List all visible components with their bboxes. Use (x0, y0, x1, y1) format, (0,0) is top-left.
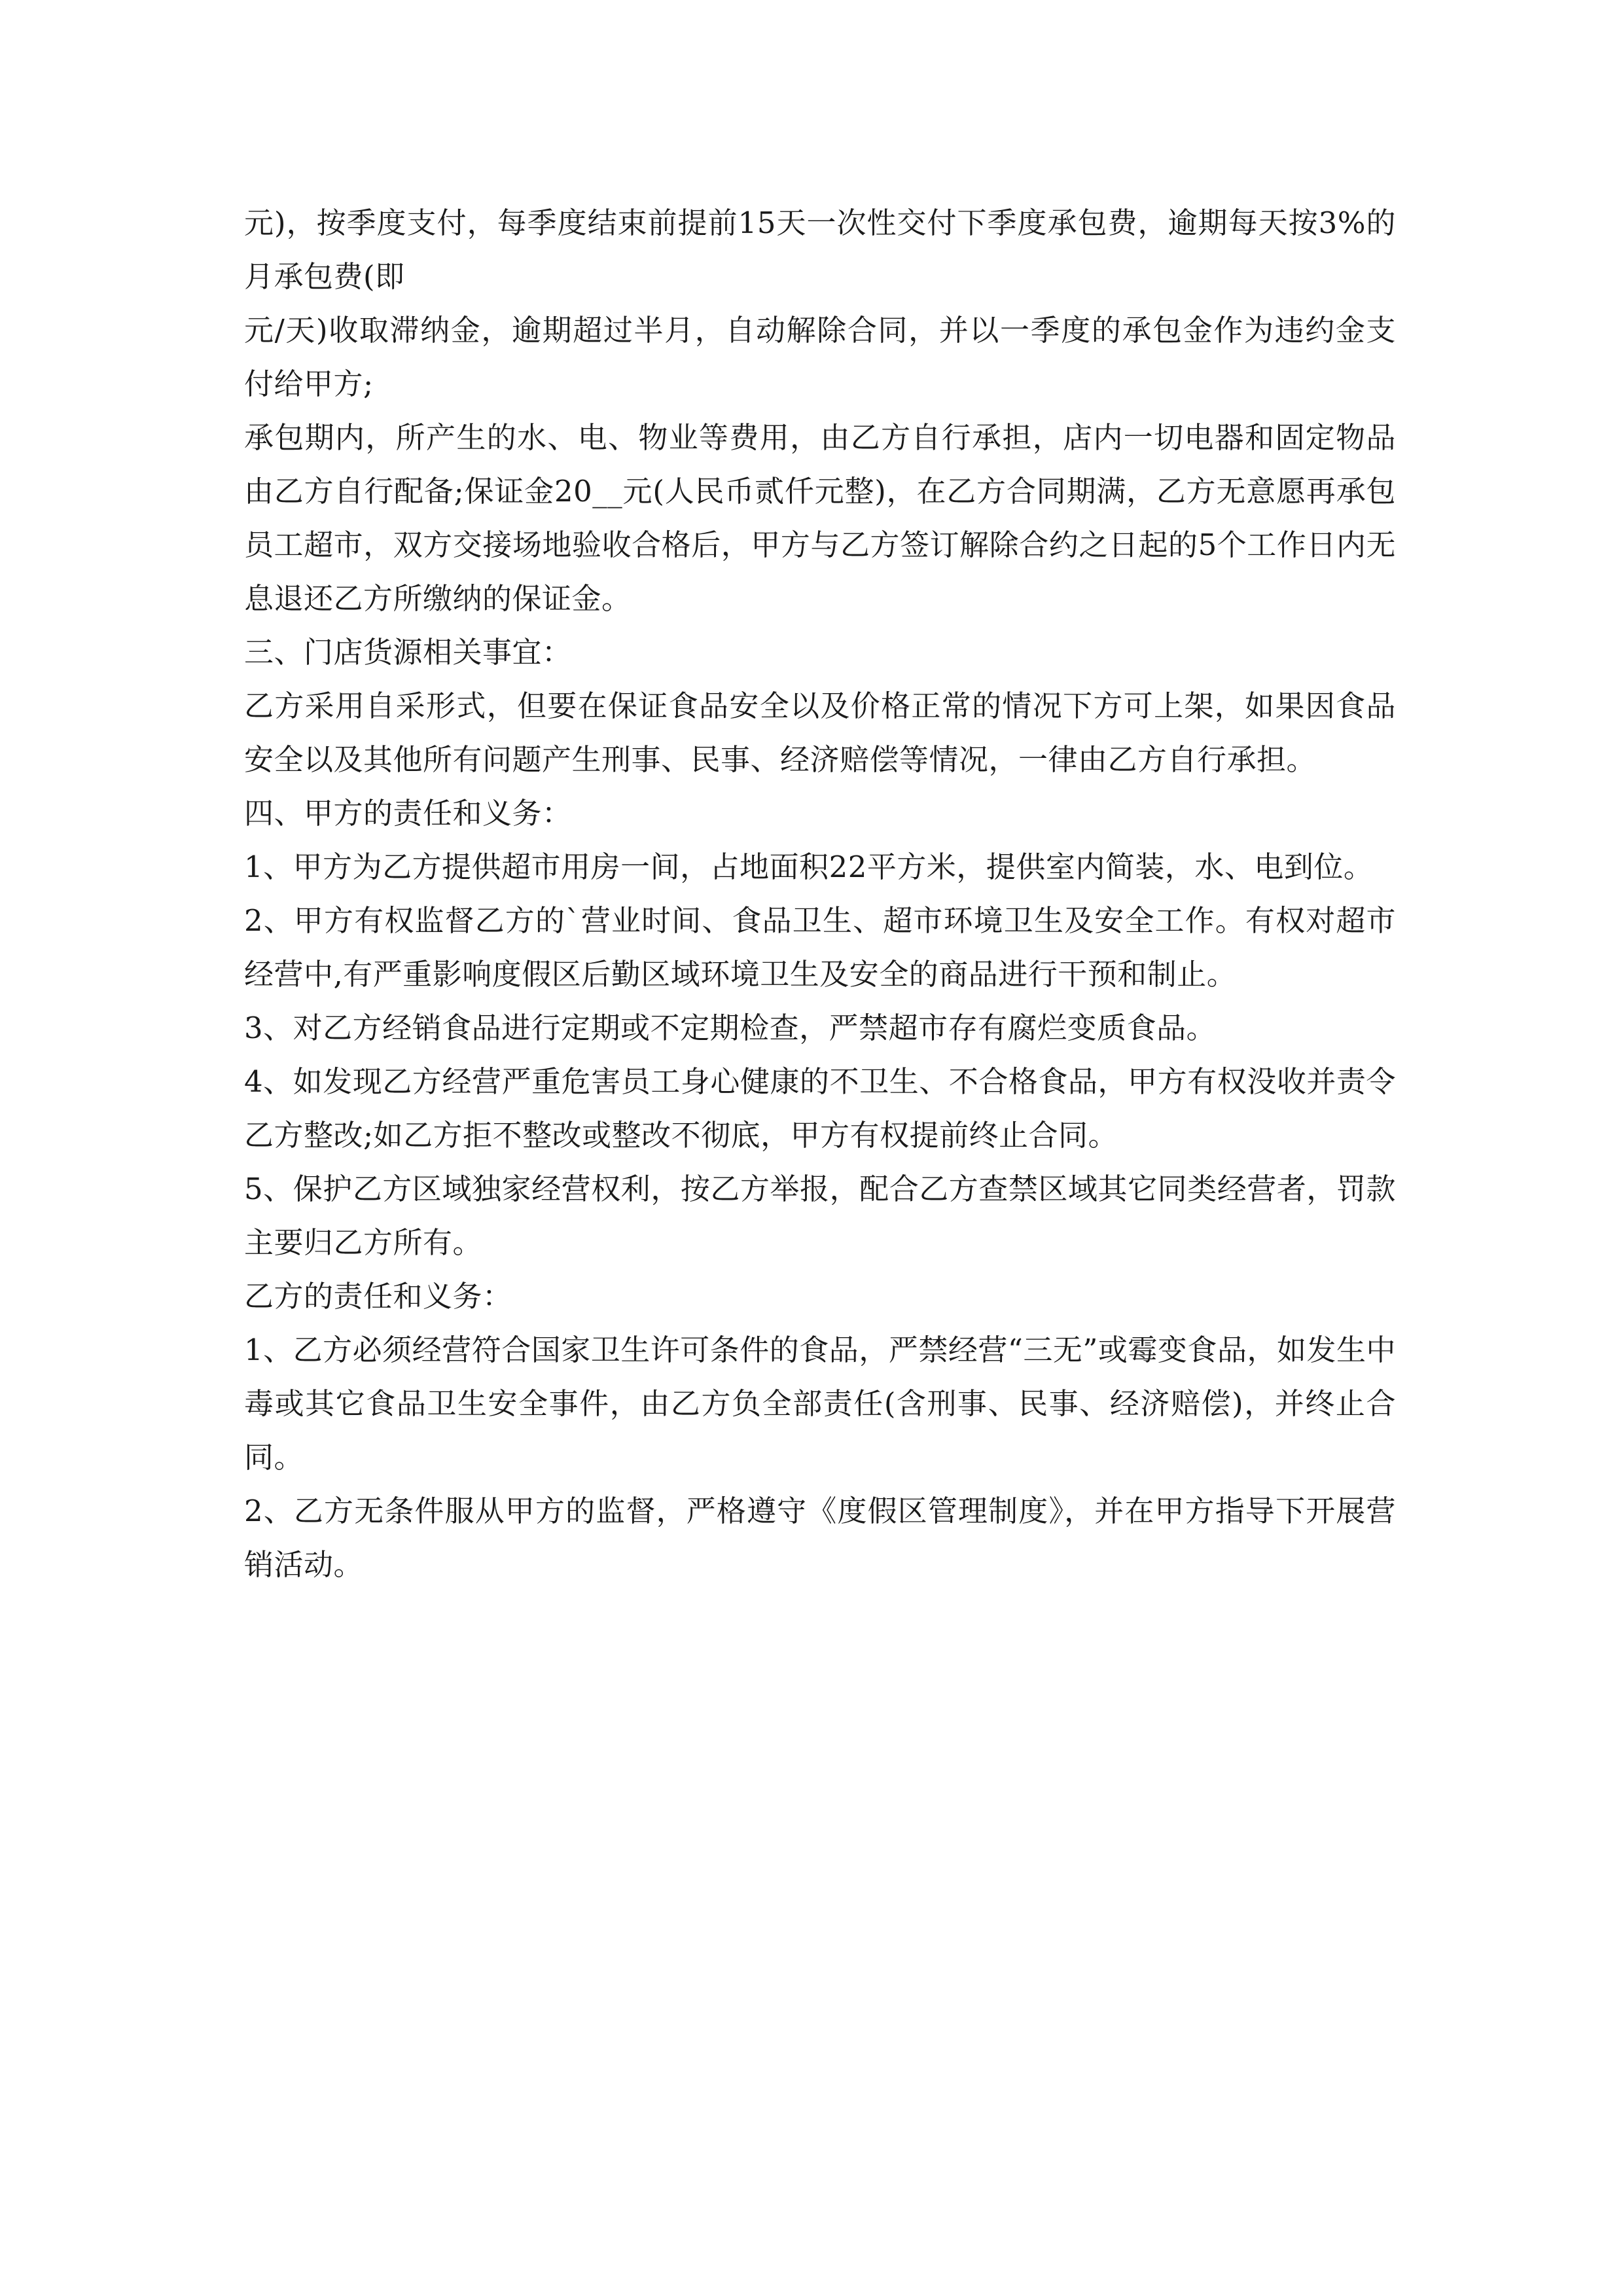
party-a-clause-5: 5、保护乙方区域独家经营权利，按乙方举报，配合乙方查禁区域其它同类经营者，罚款主要归乙方所有。 (244, 1172, 1396, 1260)
paragraph-quarterly-payment: 元)，按季度支付，每季度结束前提前15天一次性交付下季度承包费，逾期每天按3%的月承包费(即 (244, 206, 1396, 294)
party-a-clause-1: 1、甲方为乙方提供超市用房一间，占地面积22平方米，提供室内简装，水、电到位。 (244, 850, 1374, 884)
document-body (244, 196, 1396, 1592)
party-a-clause-4: 4、如发现乙方经营严重危害员工身心健康的不卫生、不合格食品，甲方有权没收并责令乙方整改;如乙方拒不整改或整改不彻底，甲方有权提前终止合同。 (244, 1064, 1396, 1153)
party-a-clause-2: 2、甲方有权监督乙方的`营业时间、食品卫生、超市环境卫生及安全工作。有权对超市经营中,有严重影响度假区后勤区域环境卫生及安全的商品进行干预和制止。 (244, 903, 1396, 992)
party-b-clause-1: 1、乙方必须经营符合国家卫生许可条件的食品，严禁经营“三无”或霉变食品，如发生中毒或其它食品卫生安全事件，由乙方负全部责任(含刑事、民事、经济赔偿)，并终止合同。 (244, 1333, 1396, 1475)
section-heading-party-a: 四、甲方的责任和义务： (244, 796, 572, 831)
party-a-clause-3: 3、对乙方经销食品进行定期或不定期检查，严禁超市存有腐烂变质食品。 (244, 1011, 1217, 1045)
paragraph-late-fee: 元/天)收取滞纳金，逾期超过半月，自动解除合同，并以一季度的承包金作为违约金支付给甲方; (244, 313, 1396, 401)
section-heading-party-b: 乙方的责任和义务： (244, 1279, 512, 1314)
section-heading-supply: 三、门店货源相关事宜： (244, 635, 572, 670)
paragraph-self-sourcing: 乙方采用自采形式，但要在保证食品安全以及价格正常的情况下方可上架，如果因食品安全以及其他所有问题产生刑事、民事、经济赔偿等情况，一律由乙方自行承担。 (244, 689, 1396, 777)
party-b-clause-2: 2、乙方无条件服从甲方的监督，严格遵守《度假区管理制度》，并在甲方指导下开展营销活动。 (244, 1494, 1396, 1582)
paragraph-deposit: 承包期内，所产生的水、电、物业等费用，由乙方自行承担，店内一切电器和固定物品由乙方自行配备;保证金20__元(人民币贰仟元整)，在乙方合同期满，乙方无意愿再承包员工超市，双方交接场地验收合格后，甲方与乙方签订解除合约之日起的5个工作日内无息退还乙方所缴纳的保证金。 (244, 420, 1396, 616)
